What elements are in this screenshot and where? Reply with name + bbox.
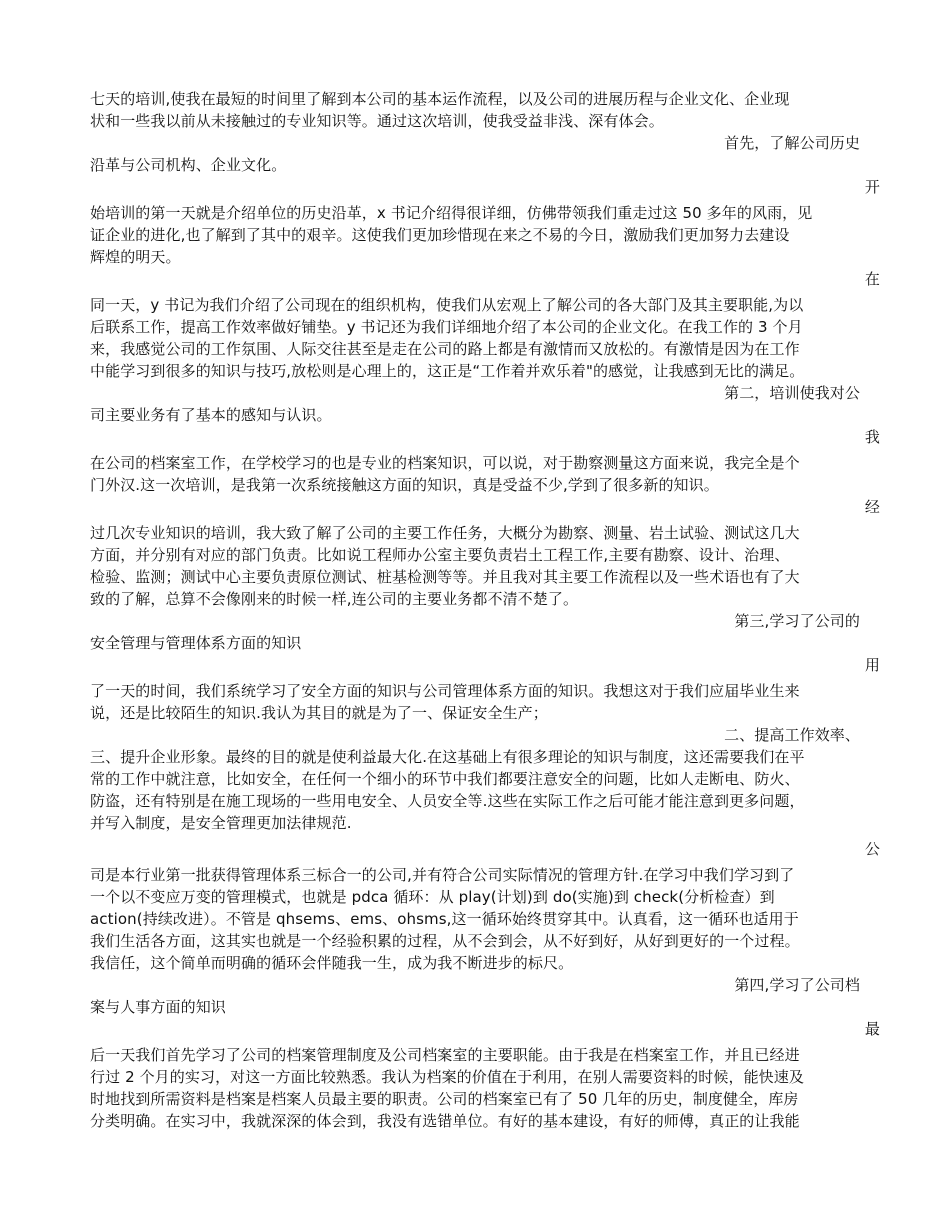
text-line: 一个以不变应万变的管理模式，也就是 pdca 循环：从 play(计划)到 do(实施)到 check(分析检查）到	[90, 888, 775, 906]
text-line: 过几次专业知识的培训，我大致了解了公司的主要工作任务，大概分为勘察、测量、岩土试验、测试这几大	[90, 524, 800, 542]
section-heading-start: 第二，培训使我对公	[724, 384, 860, 402]
text-line: 始培训的第一天就是介绍单位的历史沿革，x 书记介绍得很详细，仿佛带领我们重走过这 50 多年的风雨，见	[90, 204, 813, 222]
text-line: 检验、监测；测试中心主要负责原位测试、桩基检测等等。并且我对其主要工作流程以及一些术语也有了大	[90, 568, 800, 586]
section-heading-start: 第四,学习了公司档	[734, 976, 860, 994]
section-heading-end: 沿革与公司机构、企业文化。	[90, 156, 287, 174]
text-line: 同一天，y 书记为我们介绍了公司现在的组织机构，使我们从宏观上了解公司的各大部门及其主要职能,为以	[90, 296, 804, 314]
text-line: 时地找到所需资料是档案是档案人员最主要的职责。公司的档案室已有了 50 几年的历史，制度健全，库房	[90, 1090, 799, 1108]
paragraph-first-char: 公	[864, 840, 880, 858]
text-line: 后联系工作，提高工作效率做好铺垫。y 书记还为我们详细地介绍了本公司的企业文化。在我工作的 3 个月	[90, 318, 803, 336]
text-line: 辉煌的明天。	[90, 248, 181, 266]
section-heading-end: 安全管理与管理体系方面的知识	[90, 634, 302, 652]
text-line: 并写入制度，是安全管理更加法律规范.	[90, 814, 352, 832]
section-heading-start: 首先，了解公司历史	[724, 134, 860, 152]
document-body	[90, 88, 880, 1132]
paragraph-first-char: 用	[864, 656, 880, 674]
text-line: 在公司的档案室工作，在学校学习的也是专业的档案知识，可以说，对于勘察测量这方面来说，我完全是个	[90, 454, 800, 472]
text-line: 常的工作中就注意，比如安全，在任何一个细小的环节中我们都要注意安全的问题，比如人走断电、防火、	[90, 770, 800, 788]
text-line: 后一天我们首先学习了公司的档案管理制度及公司档案室的主要职能。由于我是在档案室工作，并且已经进	[90, 1046, 800, 1064]
text-line: 中能学习到很多的知识与技巧,放松则是心理上的，这正是“工作着并欢乐着"的感觉，让我感到无比的满足。	[90, 362, 805, 380]
paragraph-first-char: 我	[864, 428, 880, 446]
text-line: 说，还是比较陌生的知识.我认为其目的就是为了一、保证安全生产；	[90, 704, 548, 722]
text-line: 了一天的时间，我们系统学习了安全方面的知识与公司管理体系方面的知识。我想这对于我们应届毕业生来	[90, 682, 800, 700]
text-line: 门外汉.这一次培训，是我第一次系统接触这方面的知识，真是受益不少,学到了很多新的知识。	[90, 476, 719, 494]
text-line: 证企业的进化,也了解到了其中的艰辛。这使我们更加珍惜现在来之不易的今日，激励我们更加努力去建设	[90, 226, 790, 244]
text-line: 三、提升企业形象。最终的目的就是使利益最大化.在这基础上有很多理论的知识与制度，这还需要我们在平	[90, 748, 805, 766]
text-line: 我信任，这个简单而明确的循环会伴随我一生，成为我不断进步的标尺。	[90, 954, 574, 972]
text-line: 分类明确。在实习中，我就深深的体会到，我没有选错单位。有好的基本建设，有好的师傅，真正的让我能	[90, 1112, 800, 1130]
text-line: 状和一些我以前从未接触过的专业知识等。通过这次培训，使我受益非浅、深有体会。	[90, 112, 664, 130]
paragraph-first-char: 最	[864, 1020, 880, 1038]
text-line: 司是本行业第一批获得管理体系三标合一的公司,并有符合公司实际情况的管理方针.在学习中我们学习到了	[90, 866, 795, 884]
text-line: 来，我感觉公司的工作氛围、人际交往甚至是走在公司的路上都是有激情而又放松的。有激情是因为在工作	[90, 340, 800, 358]
text-line: 行过 2 个月的实习，对这一方面比较熟悉。我认为档案的价值在于利用，在别人需要资料的时候，能快速及	[90, 1068, 804, 1086]
list-item-start: 二、提高工作效率、	[724, 726, 860, 744]
text-line: 我们生活各方面，这其实也就是一个经验积累的过程，从不会到会，从不好到好，从好到更好的一个过程。	[90, 932, 800, 950]
text-line: 七天的培训,使我在最短的时间里了解到本公司的基本运作流程，以及公司的进展历程与企业文化、企业现	[90, 90, 790, 108]
paragraph-first-char: 在	[864, 270, 880, 288]
paragraph-first-char: 经	[864, 498, 880, 516]
paragraph-first-char: 开	[864, 178, 880, 196]
section-heading-start: 第三,学习了公司的	[734, 612, 860, 630]
text-line: 方面，并分别有对应的部门负责。比如说工程师办公室主要负责岩土工程工作,主要有勘察、设计、治理、	[90, 546, 790, 564]
text-line: 防盗，还有特别是在施工现场的一些用电安全、人员安全等.这些在实际工作之后可能才能注意到更多问题，	[90, 792, 805, 810]
text-line: action(持续改进）。不管是 qhsems、ems、ohsms,这一循环始终贯穿其中。认真看，这一循环也适用于	[90, 910, 799, 928]
section-heading-end: 司主要业务有了基本的感知与认识。	[90, 406, 332, 424]
text-line: 致的了解，总算不会像刚来的时候一样,连公司的主要业务都不清不楚了。	[90, 590, 579, 608]
section-heading-end: 案与人事方面的知识	[90, 998, 226, 1016]
